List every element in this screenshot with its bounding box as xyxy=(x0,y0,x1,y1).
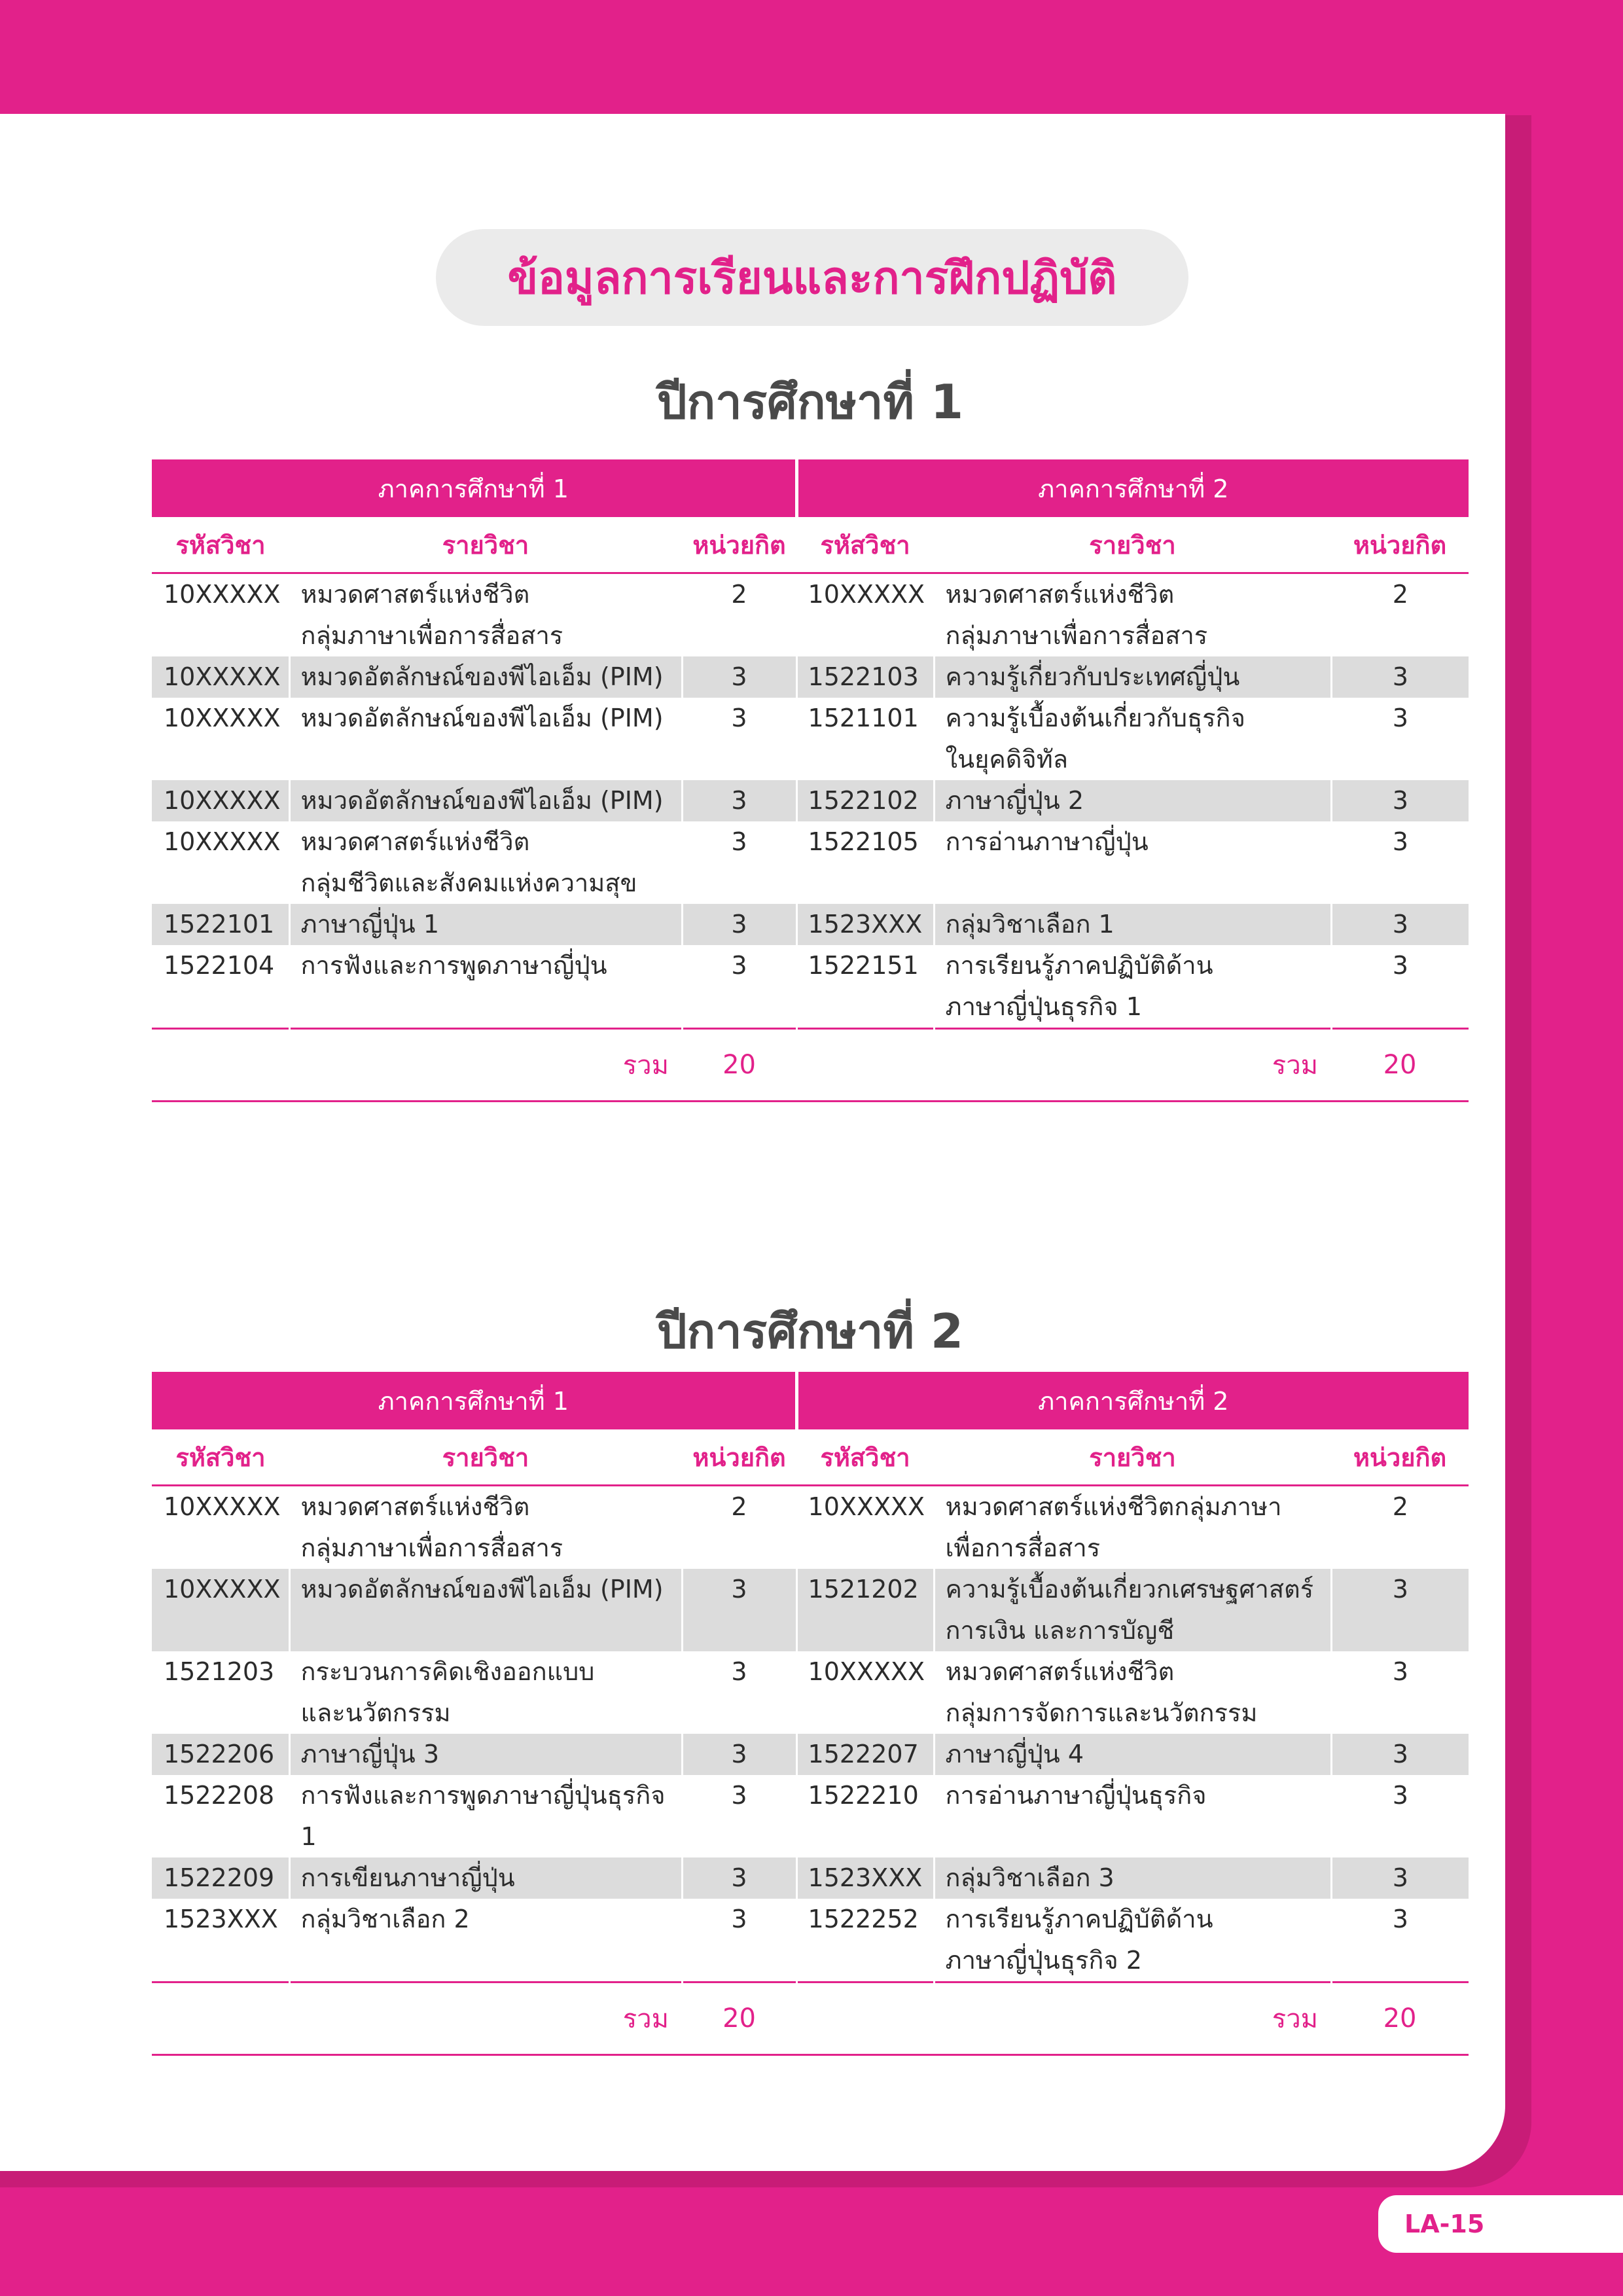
course-name xyxy=(934,1486,1331,1570)
course-code: 1522104 xyxy=(152,945,289,1029)
course-credits: 3 xyxy=(682,1899,796,1982)
column-header-name: รายวิชา xyxy=(289,517,682,573)
course-name-line: การเขียนภาษาญี่ปุ่น xyxy=(300,1863,515,1892)
course-name-line: การฟังและการพูดภาษาญี่ปุ่น xyxy=(300,951,607,980)
column-header-code: รหัสวิชา xyxy=(796,517,934,573)
total-label: รวม xyxy=(796,1982,1331,2055)
course-name-line: ความรู้เบื้องต้นเกี่ยวกเศรษฐศาสตร์ xyxy=(945,1575,1314,1604)
course-name xyxy=(934,821,1331,904)
course-name xyxy=(289,698,682,780)
total-label: รวม xyxy=(796,1029,1331,1102)
course-rows xyxy=(152,1486,1469,1982)
course-credits: 3 xyxy=(682,698,796,780)
course-name xyxy=(934,1734,1331,1775)
course-credits: 2 xyxy=(1392,1492,1408,1521)
course-code: 1523XXX xyxy=(152,1899,289,1982)
course-code: 10XXXXX xyxy=(152,656,289,698)
course-name-line: กระบวนการคิดเชิงออกแบบ xyxy=(300,1657,595,1686)
course-code: 1522210 xyxy=(796,1775,934,1857)
course-name-line: หมวดศาสตร์แห่งชีวิต xyxy=(945,1657,1175,1686)
course-name-line: กลุ่มภาษาเพื่อการสื่อสาร xyxy=(300,621,563,650)
table-row xyxy=(152,780,1469,821)
course-code: 1521101 xyxy=(796,698,934,780)
course-rows xyxy=(152,573,1469,1029)
column-header-name: รายวิชา xyxy=(934,1429,1331,1486)
course-code: 10XXXXX xyxy=(152,698,289,780)
course-name xyxy=(289,1486,682,1570)
course-name-line: ภาษาญี่ปุ่นธุรกิจ 2 xyxy=(945,1946,1142,1975)
course-name xyxy=(289,780,682,821)
course-name-line: กลุ่มชีวิตและสังคมแห่งความสุข xyxy=(300,869,637,897)
course-code: 10XXXXX xyxy=(796,573,934,657)
course-name xyxy=(289,1899,682,1982)
course-credits: 3 xyxy=(682,1775,796,1857)
total-label: รวม xyxy=(152,1029,682,1102)
curriculum-table xyxy=(152,1372,1469,2056)
course-name-line: หมวดศาสตร์แห่งชีวิต xyxy=(300,1492,530,1521)
course-code: 10XXXXX xyxy=(796,1651,934,1734)
course-name-line: ภาษาญี่ปุ่น 4 xyxy=(945,1740,1084,1768)
course-name xyxy=(934,780,1331,821)
course-credits: 3 xyxy=(1392,1905,1408,1933)
table-row xyxy=(152,1486,1469,1570)
course-name-line: หมวดอัตลักษณ์ของพีไอเอ็ม (PIM) xyxy=(300,1575,664,1604)
course-code: 10XXXXX xyxy=(152,1569,289,1651)
semester-header: ภาคการศึกษาที่ 2 xyxy=(796,1372,1469,1429)
course-name xyxy=(934,573,1331,657)
table-row xyxy=(152,904,1469,945)
year-title: ปีการศึกษาที่ 1 xyxy=(656,374,964,429)
table-row xyxy=(152,1899,1469,1982)
course-credits: 2 xyxy=(1392,580,1408,609)
course-name-line: การเรียนรู้ภาคปฏิบัติด้าน xyxy=(945,951,1213,980)
course-code: 1522208 xyxy=(152,1775,289,1857)
total-credits: 20 xyxy=(682,1982,796,2055)
course-name-line: กลุ่มการจัดการและนวัตกรรม xyxy=(945,1698,1258,1727)
curriculum-table xyxy=(152,459,1469,1102)
course-name-line: ในยุคดิจิทัล xyxy=(945,745,1069,774)
column-header-credits: หน่วยกิต xyxy=(682,517,796,573)
course-credits: 3 xyxy=(1331,904,1469,945)
course-credits: 3 xyxy=(1392,951,1408,980)
course-credits: 3 xyxy=(1392,704,1408,732)
course-name-line: เพื่อการสื่อสาร xyxy=(945,1534,1101,1562)
course-name-line: หมวดศาสตร์แห่งชีวิต xyxy=(300,827,530,856)
course-name xyxy=(934,1857,1331,1899)
course-name-line: หมวดศาสตร์แห่งชีวิตกลุ่มภาษา xyxy=(945,1492,1282,1521)
course-name xyxy=(934,656,1331,698)
course-credits: 3 xyxy=(1331,780,1469,821)
table-row xyxy=(152,573,1469,657)
course-credits: 3 xyxy=(682,904,796,945)
course-name-line: หมวดอัตลักษณ์ของพีไอเอ็ม (PIM) xyxy=(300,786,664,815)
course-credits: 3 xyxy=(682,656,796,698)
total-credits: 20 xyxy=(1331,1982,1469,2055)
course-name xyxy=(289,1857,682,1899)
year-title: ปีการศึกษาที่ 2 xyxy=(656,1304,964,1359)
course-name-line: หมวดศาสตร์แห่งชีวิต xyxy=(945,580,1175,609)
table-row xyxy=(152,1569,1469,1651)
course-name xyxy=(289,656,682,698)
course-name-line: ภาษาญี่ปุ่น 2 xyxy=(945,786,1084,815)
course-name-line: กลุ่มวิชาเลือก 1 xyxy=(945,910,1115,939)
course-name-line: หมวดอัตลักษณ์ของพีไอเอ็ม (PIM) xyxy=(300,662,664,691)
course-name xyxy=(289,821,682,904)
course-credits: 3 xyxy=(1331,1569,1469,1651)
total-label: รวม xyxy=(152,1982,682,2055)
course-name-line: ภาษาญี่ปุ่นธุรกิจ 1 xyxy=(945,992,1142,1021)
column-header-credits: หน่วยกิต xyxy=(1331,1429,1469,1486)
course-name xyxy=(934,698,1331,780)
total-credits: 20 xyxy=(1331,1029,1469,1102)
course-code: 10XXXXX xyxy=(796,1486,934,1570)
column-header-name: รายวิชา xyxy=(934,517,1331,573)
course-credits: 3 xyxy=(682,1734,796,1775)
course-name xyxy=(289,1734,682,1775)
course-name xyxy=(934,1569,1331,1651)
course-credits: 3 xyxy=(682,780,796,821)
course-code: 10XXXXX xyxy=(152,1486,289,1570)
course-name xyxy=(934,1899,1331,1982)
course-code: 1522105 xyxy=(796,821,934,904)
course-name xyxy=(289,945,682,1029)
course-name-line: และนวัตกรรม xyxy=(300,1698,451,1727)
course-credits: 3 xyxy=(682,821,796,904)
course-name-line: หมวดศาสตร์แห่งชีวิต xyxy=(300,580,530,609)
course-code: 1522103 xyxy=(796,656,934,698)
total-credits: 20 xyxy=(682,1029,796,1102)
page-number: LA-15 xyxy=(1378,2195,1623,2253)
column-header-name: รายวิชา xyxy=(289,1429,682,1486)
course-name-line: กลุ่มภาษาเพื่อการสื่อสาร xyxy=(300,1534,563,1562)
course-name-line: หมวดอัตลักษณ์ของพีไอเอ็ม (PIM) xyxy=(300,704,664,732)
course-credits: 3 xyxy=(682,1651,796,1734)
course-code: 10XXXXX xyxy=(152,821,289,904)
table-row xyxy=(152,656,1469,698)
course-credits: 3 xyxy=(1392,1657,1408,1686)
course-name xyxy=(289,1775,682,1857)
course-credits: 2 xyxy=(682,573,796,657)
course-code: 10XXXXX xyxy=(152,573,289,657)
column-header-code: รหัสวิชา xyxy=(152,517,289,573)
course-name xyxy=(289,1651,682,1734)
course-name-line: กลุ่มภาษาเพื่อการสื่อสาร xyxy=(945,621,1208,650)
table-row xyxy=(152,945,1469,1029)
course-code: 1523XXX xyxy=(796,904,934,945)
course-name-line: ภาษาญี่ปุ่น 1 xyxy=(300,910,440,939)
course-name-line: ความรู้เบื้องต้นเกี่ยวกับธุรกิจ xyxy=(945,704,1245,732)
course-name-line: ภาษาญี่ปุ่น 3 xyxy=(300,1740,440,1768)
course-code: 1522102 xyxy=(796,780,934,821)
course-name xyxy=(934,904,1331,945)
course-code: 1521203 xyxy=(152,1651,289,1734)
course-credits: 3 xyxy=(1392,1781,1408,1810)
table-row xyxy=(152,1775,1469,1857)
column-header-code: รหัสวิชา xyxy=(796,1429,934,1486)
table-row xyxy=(152,1734,1469,1775)
table-row xyxy=(152,1857,1469,1899)
course-code: 1522206 xyxy=(152,1734,289,1775)
course-code: 1522207 xyxy=(796,1734,934,1775)
course-name-line: การอ่านภาษาญี่ปุ่นธุรกิจ xyxy=(945,1781,1207,1810)
course-name-line: ความรู้เกี่ยวกับประเทศญี่ปุ่น xyxy=(945,662,1240,691)
course-name-line: การเรียนรู้ภาคปฏิบัติด้าน xyxy=(945,1905,1213,1933)
course-name xyxy=(289,573,682,657)
course-name-line: การฟังและการพูดภาษาญี่ปุ่นธุรกิจ 1 xyxy=(300,1781,666,1851)
course-code: 1523XXX xyxy=(796,1857,934,1899)
course-credits: 3 xyxy=(682,1569,796,1651)
column-header-credits: หน่วยกิต xyxy=(1331,517,1469,573)
course-credits: 3 xyxy=(1331,656,1469,698)
course-code: 1522101 xyxy=(152,904,289,945)
course-name xyxy=(934,1651,1331,1734)
course-credits: 3 xyxy=(1392,827,1408,856)
semester-header: ภาคการศึกษาที่ 1 xyxy=(152,1372,796,1429)
page-title: ข้อมูลการเรียนและการฝึกปฏิบัติ xyxy=(436,229,1188,326)
course-name-line: กลุ่มวิชาเลือก 3 xyxy=(945,1863,1115,1892)
course-code: 1521202 xyxy=(796,1569,934,1651)
column-header-code: รหัสวิชา xyxy=(152,1429,289,1486)
course-code: 1522252 xyxy=(796,1899,934,1982)
course-credits: 2 xyxy=(682,1486,796,1570)
column-header-credits: หน่วยกิต xyxy=(682,1429,796,1486)
course-name-line: กลุ่มวิชาเลือก 2 xyxy=(300,1905,470,1933)
table-row xyxy=(152,1651,1469,1734)
course-credits: 3 xyxy=(682,1857,796,1899)
table-row xyxy=(152,698,1469,780)
course-name-line: การเงิน และการบัญชี xyxy=(945,1616,1175,1645)
course-name xyxy=(934,945,1331,1029)
course-name xyxy=(289,904,682,945)
course-code: 1522209 xyxy=(152,1857,289,1899)
semester-header: ภาคการศึกษาที่ 2 xyxy=(796,459,1469,517)
course-credits: 3 xyxy=(682,945,796,1029)
course-code: 10XXXXX xyxy=(152,780,289,821)
course-code: 1522151 xyxy=(796,945,934,1029)
course-credits: 3 xyxy=(1331,1734,1469,1775)
course-credits: 3 xyxy=(1331,1857,1469,1899)
table-row xyxy=(152,821,1469,904)
course-name xyxy=(934,1775,1331,1857)
semester-header: ภาคการศึกษาที่ 1 xyxy=(152,459,796,517)
course-name-line: การอ่านภาษาญี่ปุ่น xyxy=(945,827,1149,856)
course-name xyxy=(289,1569,682,1651)
